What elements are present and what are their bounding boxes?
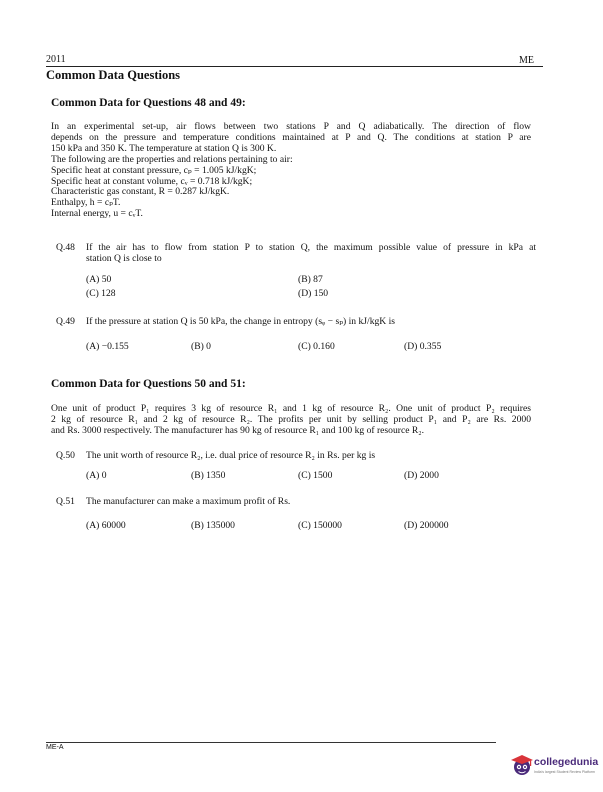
question-text: If the pressure at station Q is 50 kPa, the change in entropy (sᵩ − sₚ) in kJ/kgK is bbox=[86, 316, 396, 327]
common-data-heading-48-49: Common Data for Questions 48 and 49: bbox=[51, 97, 246, 109]
question-text: The unit worth of resource R₂, i.e. dual price of resource R₂ in Rs. per kg is bbox=[86, 450, 376, 461]
option-b: (B) 87 bbox=[298, 274, 323, 285]
option-b: (B) 1350 bbox=[191, 470, 226, 481]
option-c: (C) 128 bbox=[86, 288, 116, 299]
paragraph-line: In an experimental set-up, air flows between two stations P and Q adiabatically. The direction of flow bbox=[51, 121, 531, 132]
footer-rule bbox=[46, 742, 496, 743]
option-a: (A) 0 bbox=[86, 470, 107, 481]
paragraph-line: Enthalpy, h = cₚT. bbox=[51, 197, 121, 209]
graduate-logo-icon bbox=[509, 752, 535, 778]
option-b: (B) 0 bbox=[191, 341, 211, 352]
header-paper-code: ME bbox=[519, 55, 534, 66]
option-c: (C) 1500 bbox=[298, 470, 333, 481]
option-a: (A) 50 bbox=[86, 274, 112, 285]
paragraph-line: One unit of product P₁ requires 3 kg of resource R₁ and 1 kg of resource R₂. One unit of product P₂ requires bbox=[51, 403, 531, 414]
common-data-heading-50-51: Common Data for Questions 50 and 51: bbox=[51, 378, 246, 390]
question-number: Q.48 bbox=[56, 242, 75, 253]
question-text: The manufacturer can make a maximum profit of Rs. bbox=[86, 496, 291, 507]
option-c: (C) 150000 bbox=[298, 520, 342, 531]
question-number: Q.50 bbox=[56, 450, 75, 461]
option-d: (D) 2000 bbox=[404, 470, 439, 481]
common-data-paragraph-50-51 bbox=[51, 404, 531, 437]
common-data-paragraph-48-49 bbox=[51, 122, 531, 220]
option-a: (A) −0.155 bbox=[86, 341, 129, 352]
collegedunia-watermark[interactable] bbox=[509, 752, 599, 786]
paragraph-line: Characteristic gas constant, R = 0.287 kJ/kgK. bbox=[51, 186, 230, 198]
paragraph-line: 2 kg of resource R₁ and 2 kg of resource R₂. The profits per unit by selling product P₁ and P₂ are Rs. 2000 bbox=[51, 413, 531, 425]
brand-name: collegedunia bbox=[534, 756, 599, 768]
footer-code: ME-A bbox=[46, 744, 64, 751]
paragraph-line: depends on the pressure and temperature conditions maintained at P and Q. The conditions at station P are bbox=[51, 131, 531, 143]
question-line: station Q is close to bbox=[86, 253, 162, 264]
option-d: (D) 0.355 bbox=[404, 341, 442, 352]
question-number: Q.49 bbox=[56, 316, 75, 327]
question-line: If the air has to flow from station P to station Q, the maximum possible value of pressure in kPa at bbox=[86, 242, 536, 253]
paragraph-line: Internal energy, u = cᵥT. bbox=[51, 208, 143, 220]
header-rule bbox=[46, 66, 543, 67]
option-b: (B) 135000 bbox=[191, 520, 235, 531]
paragraph-line: 150 kPa and 350 K. The temperature at station Q is 300 K. bbox=[51, 142, 277, 154]
brand-tagline: India's largest Student Review Platform bbox=[534, 770, 595, 774]
header-year: 2011 bbox=[46, 54, 66, 65]
option-a: (A) 60000 bbox=[86, 520, 126, 531]
paragraph-line: Specific heat at constant pressure, cₚ = 1.005 kJ/kgK; bbox=[51, 164, 257, 176]
option-c: (C) 0.160 bbox=[298, 341, 335, 352]
question-text bbox=[86, 242, 536, 264]
question-number: Q.51 bbox=[56, 496, 75, 507]
paragraph-line: Specific heat at constant volume, cᵥ = 0.718 kJ/kgK; bbox=[51, 175, 253, 187]
section-title: Common Data Questions bbox=[46, 68, 181, 82]
option-d: (D) 150 bbox=[298, 288, 329, 299]
option-d: (D) 200000 bbox=[404, 520, 449, 531]
paragraph-line: and Rs. 3000 respectively. The manufacturer has 90 kg of resource R₁ and 100 kg of resource R₂. bbox=[51, 424, 425, 436]
paragraph-line: The following are the properties and relations pertaining to air: bbox=[51, 153, 293, 165]
